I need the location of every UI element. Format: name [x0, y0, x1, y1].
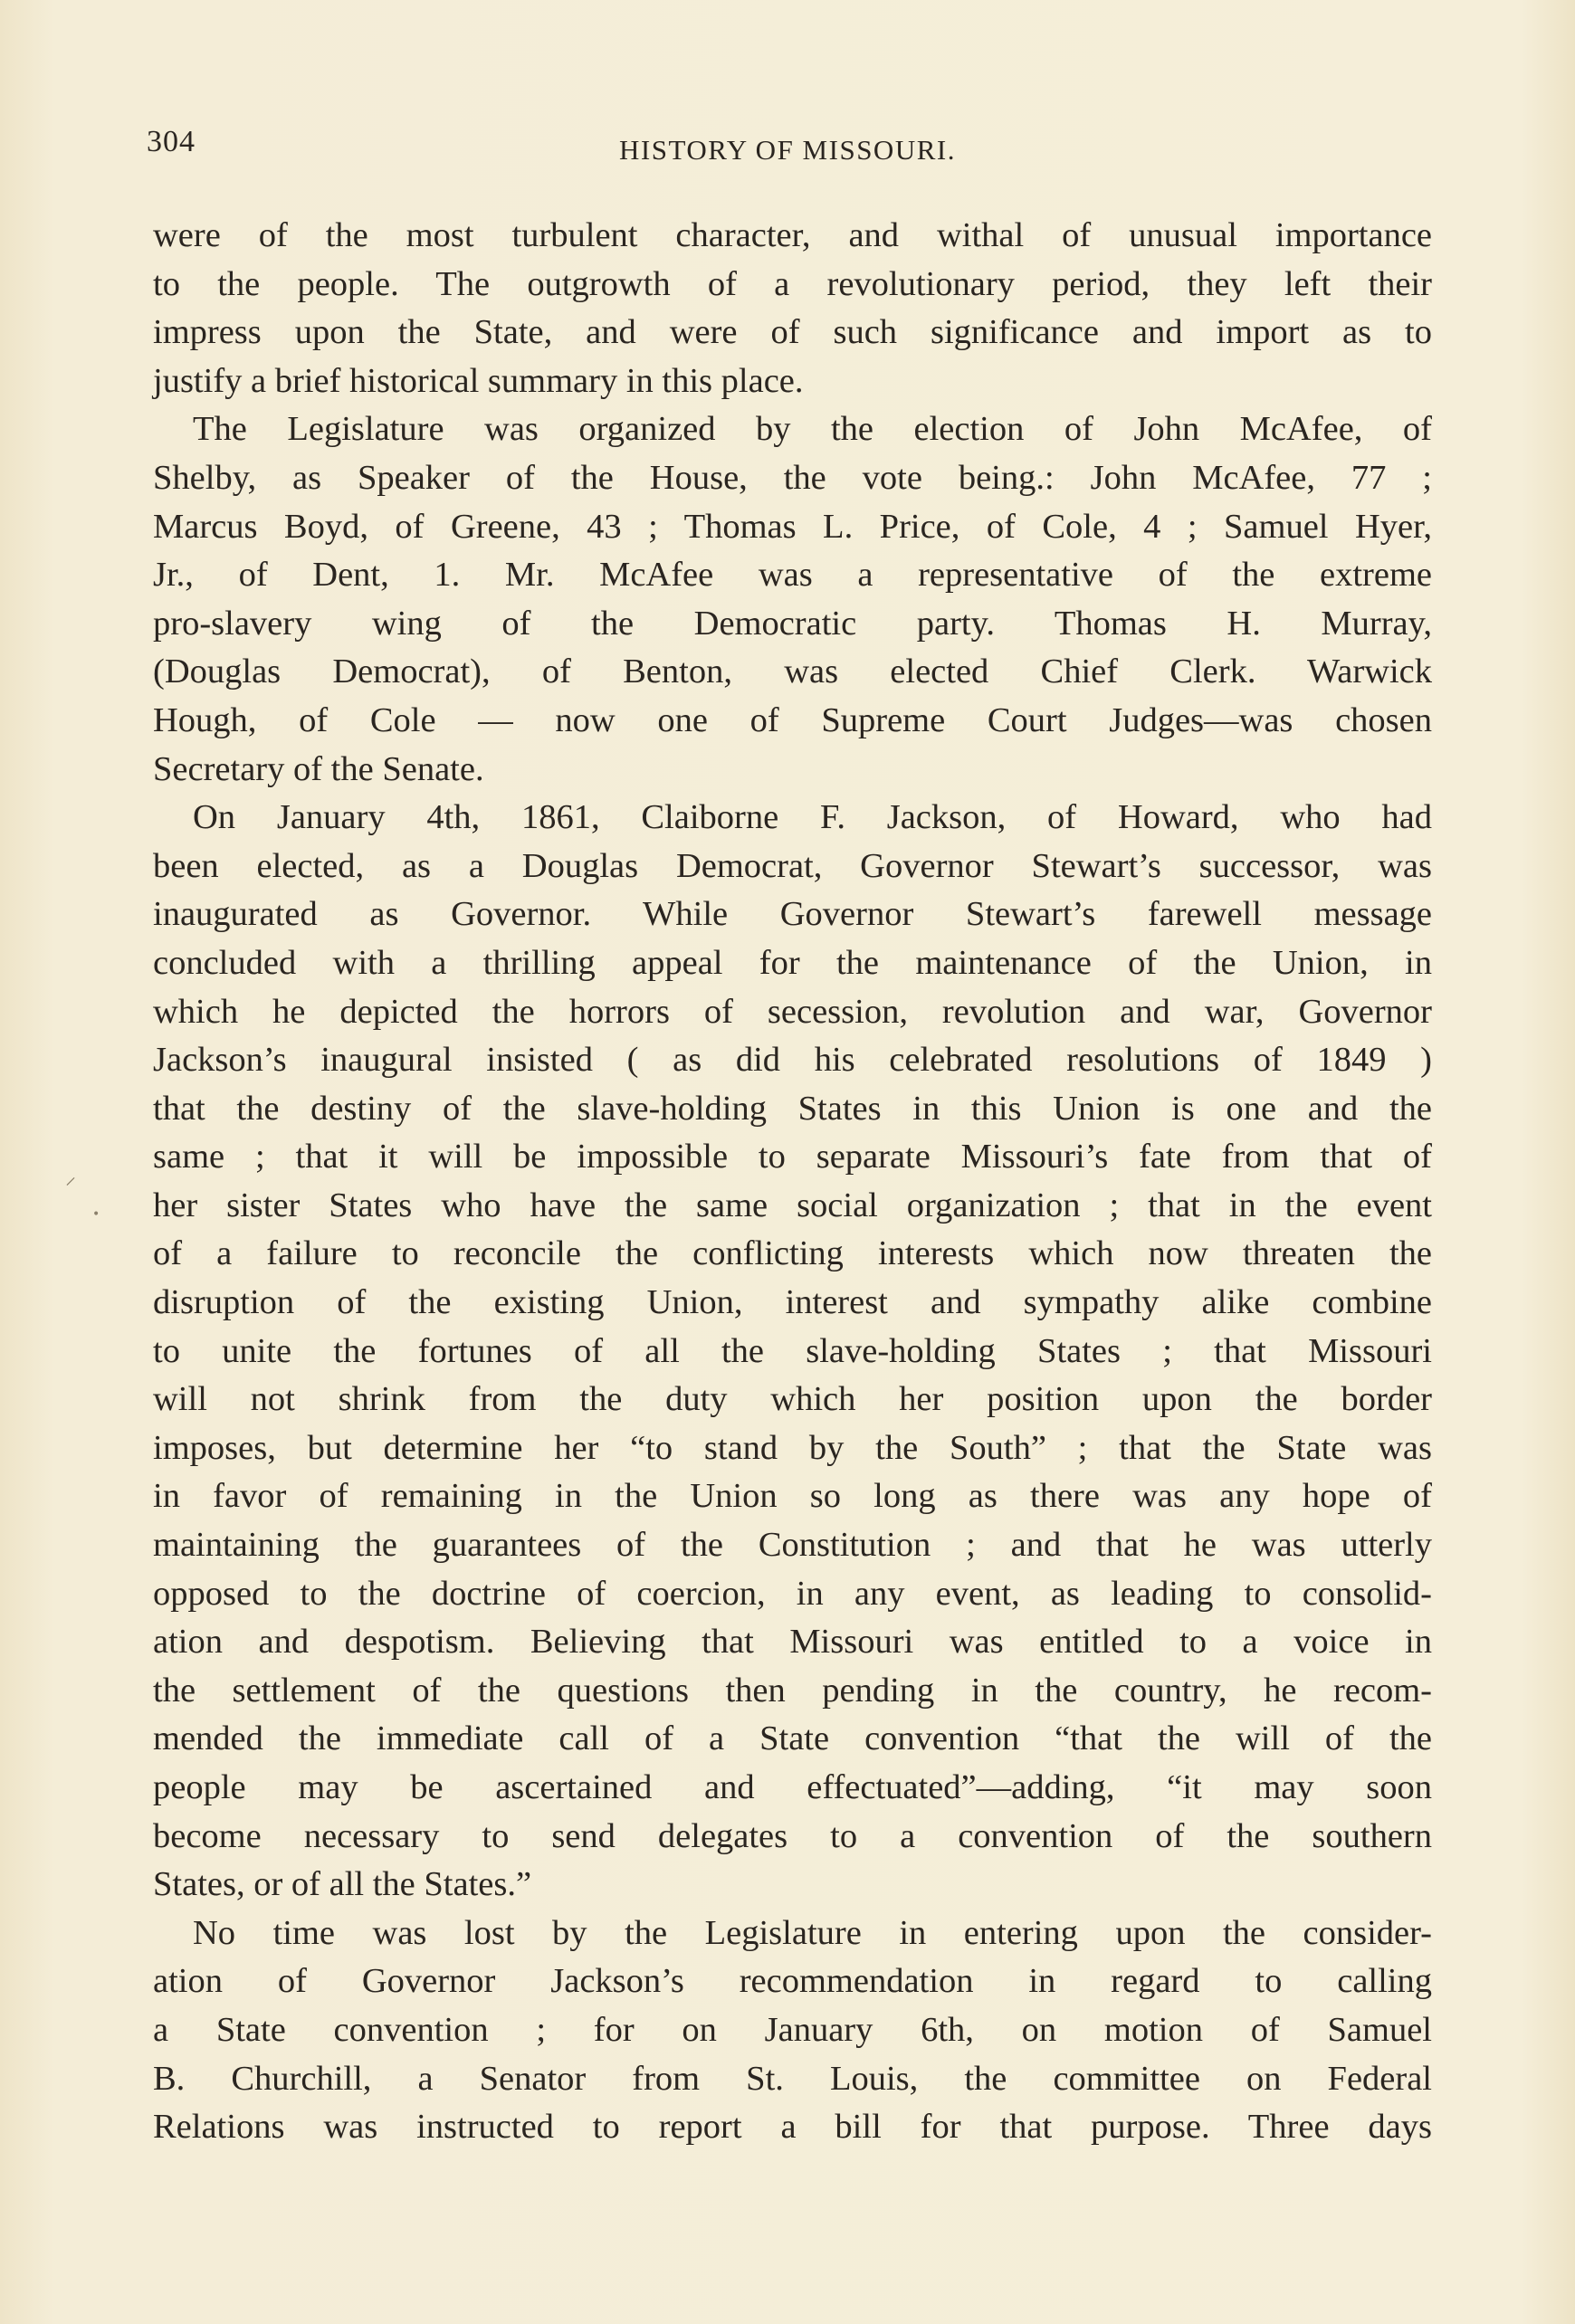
text-line: same ; that it will be impossible to separate Missouri’s fate from that of — [153, 1138, 1432, 1176]
text-line: justify a brief historical summary in this place. — [153, 361, 804, 400]
margin-speck: ⸝ — [65, 1164, 76, 1189]
text-line: which he depicted the horrors of secession, revolution and war, Governor — [153, 992, 1432, 1031]
text-line: were of the most turbulent character, and withal of unusual importance — [153, 216, 1432, 254]
text-line: inaugurated as Governor. While Governor Stewart’s farewell message — [153, 895, 1432, 934]
paragraph-4 — [153, 1910, 1432, 2152]
text-line: Shelby, as Speaker of the House, the vote being.: John McAfee, 77 ; — [153, 458, 1432, 497]
text-line: to the people. The outgrowth of a revolutionary period, they left their — [153, 264, 1432, 303]
text-line: opposed to the doctrine of coercion, in any event, as leading to consolid- — [153, 1574, 1432, 1613]
text-line: impress upon the State, and were of such significance and import as to — [153, 313, 1432, 352]
running-title: HISTORY OF MISSOURI. — [619, 134, 956, 166]
text-line: to unite the fortunes of all the slave-holding States ; that Missouri — [153, 1331, 1432, 1370]
text-line: The Legislature was organized by the election of John McAfee, of — [193, 410, 1432, 449]
text-line: Jr., of Dent, 1. Mr. McAfee was a representative of the extreme — [153, 556, 1432, 595]
text-line: (Douglas Democrat), of Benton, was elected Chief Clerk. Warwick — [153, 652, 1432, 691]
text-line: in favor of remaining in the Union so long as there was any hope of — [153, 1477, 1432, 1516]
paragraph-2 — [153, 405, 1432, 794]
text-line: will not shrink from the duty which her position upon the border — [153, 1380, 1432, 1419]
text-line: imposes, but determine her “to stand by the South” ; that the State was — [153, 1428, 1432, 1467]
text-line: people may be ascertained and effectuated”—adding, “it may soon — [153, 1768, 1432, 1806]
text-line: Secretary of the Senate. — [153, 749, 484, 788]
text-line: been elected, as a Douglas Democrat, Governor Stewart’s successor, was — [153, 846, 1432, 885]
text-line: B. Churchill, a Senator from St. Louis, the committee on Federal — [153, 2059, 1432, 2098]
text-line: maintaining the guarantees of the Constitution ; and that he was utterly — [153, 1526, 1432, 1565]
text-line: Jackson’s inaugural insisted ( as did his celebrated resolutions of 1849 ) — [153, 1041, 1432, 1080]
text-line: Marcus Boyd, of Greene, 43 ; Thomas L. Price, of Cole, 4 ; Samuel Hyer, — [153, 507, 1432, 546]
text-line: States, or of all the States.” — [153, 1865, 532, 1904]
text-line: pro-slavery wing of the Democratic party. Thomas H. Murray, — [153, 604, 1432, 643]
text-line: disruption of the existing Union, interest and sympathy alike combine — [153, 1283, 1432, 1322]
text-line: Relations was instructed to report a bill for that purpose. Three days — [153, 2108, 1432, 2147]
text-line: her sister States who have the same social organization ; that in the event — [153, 1186, 1432, 1224]
paragraph-1 — [153, 212, 1432, 405]
text-line: ation and despotism. Believing that Missouri was entitled to a voice in — [153, 1623, 1432, 1662]
text-line: a State convention ; for on January 6th, on motion of Samuel — [153, 2010, 1432, 2049]
margin-speck: • — [92, 1207, 100, 1222]
body-text — [153, 212, 1432, 2152]
text-line: ation of Governor Jackson’s recommendation in regard to calling — [153, 1962, 1432, 2001]
paragraph-3 — [153, 794, 1432, 1910]
text-line: Hough, of Cole — now one of Supreme Court Judges—was chosen — [153, 700, 1432, 739]
text-line: On January 4th, 1861, Claiborne F. Jackson, of Howard, who had — [193, 798, 1432, 837]
text-line: of a failure to reconcile the conflicting interests which now threaten the — [153, 1234, 1432, 1273]
text-line: mended the immediate call of a State convention “that the will of the — [153, 1719, 1432, 1758]
page-number: 304 — [147, 125, 196, 158]
text-line: concluded with a thrilling appeal for the maintenance of the Union, in — [153, 943, 1432, 982]
text-line: that the destiny of the slave-holding States in this Union is one and the — [153, 1089, 1432, 1128]
text-line: No time was lost by the Legislature in entering upon the consider- — [193, 1913, 1432, 1952]
text-line: the settlement of the questions then pending in the country, he recom- — [153, 1671, 1432, 1710]
text-line: become necessary to send delegates to a convention of the southern — [153, 1816, 1432, 1855]
